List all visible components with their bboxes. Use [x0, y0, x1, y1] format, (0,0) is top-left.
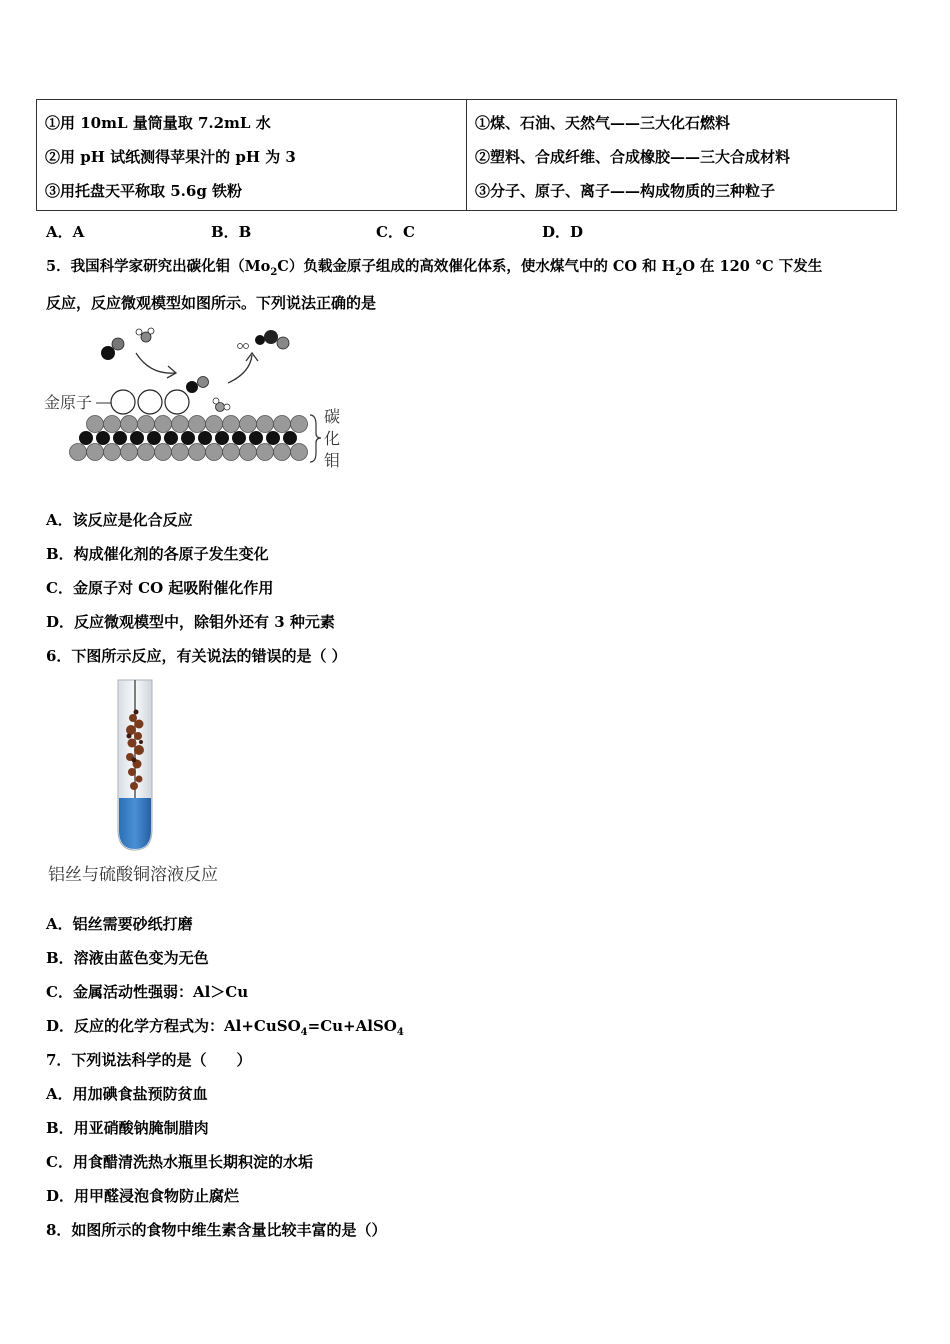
q6-option-b: B．溶液由蓝色变为无色 [46, 949, 209, 967]
blue-solution [119, 798, 151, 849]
q5-option-c: C．金原子对 CO 起吸附催化作用 [46, 579, 274, 597]
molybdenum-carbide-layers [70, 416, 308, 461]
q5-stem-line1: 5．我国科学家研究出碳化钼$(Mo_2C)$负载金原子组成的高效催化体系，使水煤气中的 CO 和 $H_2O$ 在 120 °C 下发生 [46, 258, 823, 278]
q7-stem: 7．下列说法科学的是（ ） [46, 1051, 252, 1069]
q5-stem-line2: 反应，反应微观模型如图所示。下列说法正确的是 [46, 294, 377, 312]
gold-atoms [111, 390, 189, 414]
mo-label-3: 钼 [324, 451, 341, 470]
brace [310, 415, 321, 462]
q6-option-d: D．反应的化学方程式为：Al+CuSO$_4$=Cu+AlSO$_4$ [46, 1017, 404, 1038]
q4-option-c: C．C [376, 223, 415, 241]
q4-option-a: A．A [46, 223, 85, 241]
q6-stem: 6．下图所示反应，有关说法的错误的是（ ） [46, 647, 347, 665]
q5-option-b: B．构成催化剂的各原子发生变化 [46, 545, 269, 563]
q5-option-d: D．反应微观模型中，除钼外还有 3 种元素 [46, 613, 335, 631]
comparison-table [36, 99, 897, 211]
table-left-line-1: ①用 10mL 量筒量取 7.2mL 水 [45, 114, 271, 132]
adsorbed-h2o [213, 398, 230, 412]
catalyst-model-figure [40, 325, 360, 475]
table-cell-right [467, 100, 897, 211]
q7-option-b: B．用亚硝酸钠腌制腊肉 [46, 1119, 209, 1137]
q7-option-c: C．用食醋清洗热水瓶里长期积淀的水垢 [46, 1153, 313, 1171]
test-tube-figure [112, 678, 158, 853]
arrow-in-head [167, 366, 176, 378]
table-left-line-3: ③用托盘天平称取 5.6g 铁粉 [45, 182, 243, 200]
test-tube-caption: 铝丝与硫酸铜溶液反应 [48, 865, 218, 885]
q8-stem: 8．如图所示的食物中维生素含量比较丰富的是（） [46, 1221, 387, 1239]
table-cell-left [37, 100, 467, 211]
q7-option-d: D．用甲醛浸泡食物防止腐烂 [46, 1187, 240, 1205]
q6-option-c: C．金属活动性强弱：Al＞Cu [46, 983, 249, 1001]
q4-option-b: B．B [211, 223, 252, 241]
table-right-line-1: ①煤、石油、天然气——三大化石燃料 [475, 114, 731, 132]
mo-label-1: 碳 [324, 407, 341, 426]
molecule-co2 [255, 330, 289, 349]
arrow-out [228, 355, 252, 383]
q7-option-a: A．用加碘食盐预防贫血 [46, 1085, 208, 1103]
table-right-line-3: ③分子、原子、离子——构成物质的三种粒子 [475, 182, 776, 200]
molecule-h2 [238, 344, 249, 349]
molecule-co-left [101, 338, 124, 360]
q6-option-a: A．铝丝需要砂纸打磨 [46, 915, 193, 933]
q5-option-a: A．该反应是化合反应 [46, 511, 193, 529]
arrow-in [136, 353, 175, 373]
molecule-h2o [136, 328, 154, 342]
q4-option-d: D．D [542, 223, 584, 241]
adsorbed-co [186, 377, 209, 394]
gold-atom-label: 金原子 [44, 393, 93, 412]
mo-label-2: 化 [324, 429, 341, 448]
table-right-line-2: ②塑料、合成纤维、合成橡胶——三大合成材料 [475, 148, 791, 166]
table-left-line-2: ②用 pH 试纸测得苹果汁的 pH 为 3 [45, 148, 296, 166]
